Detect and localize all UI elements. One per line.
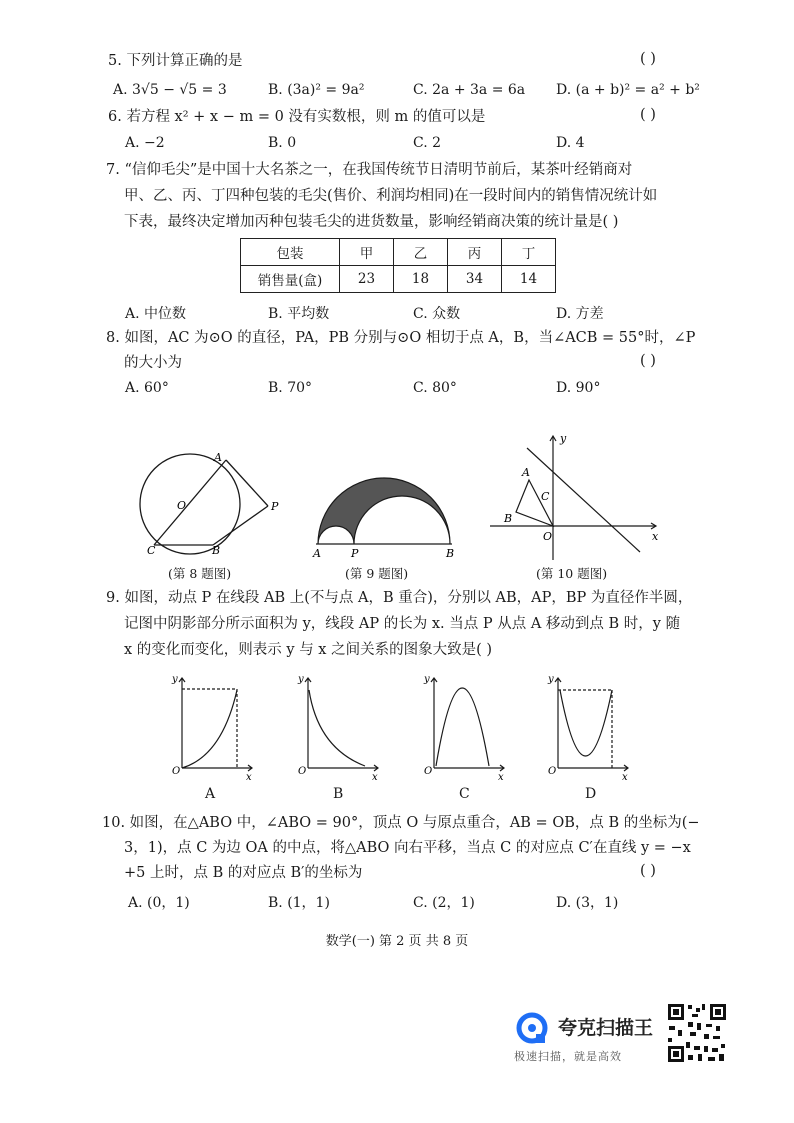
q10-answer-paren: ( ) xyxy=(640,863,656,879)
q8-answer-paren: ( ) xyxy=(640,353,656,369)
fig10-label-c: C xyxy=(541,490,550,503)
table-row xyxy=(241,266,556,293)
scanner-slogan: 极速扫描，就是高效 xyxy=(514,1050,622,1063)
graph-c-y-label: y xyxy=(424,674,430,685)
q6-option-c: C. 2 xyxy=(413,135,442,151)
fig9-label-a: A xyxy=(313,547,321,560)
graph-c xyxy=(431,678,504,771)
table-cell: 18 xyxy=(394,266,448,293)
q5-option-c: C. 2a + 3a = 6a xyxy=(413,82,526,98)
figures-row xyxy=(0,430,794,565)
fig8-caption: (第 8 题图) xyxy=(168,566,232,581)
fig9-label-p: P xyxy=(351,547,359,560)
fig8-label-b: B xyxy=(212,544,221,557)
graph-a-y-label: y xyxy=(172,674,178,685)
q5-stem: 5. 下列计算正确的是 xyxy=(108,53,243,69)
q6-option-a: A. −2 xyxy=(125,135,165,151)
fig10-caption: (第 10 题图) xyxy=(536,566,608,581)
q10-option-a: A. (0，1) xyxy=(128,895,190,911)
fig8-label-o: O xyxy=(177,499,187,512)
graph-b-label: B xyxy=(333,786,344,802)
q5-answer-paren: ( ) xyxy=(640,51,656,67)
tangent-pb xyxy=(213,506,268,545)
q10-stem-line-1: 10. 如图，在△ABO 中，∠ABO = 90°，顶点 O 与原点重合，AB = OB，点 B 的坐标为(− xyxy=(102,815,700,831)
q10-stem-line-2: 3，1)，点 C 为边 OA 的中点，将△ABO 向右平移，当点 C 的对应点 C′在直线 y = −x xyxy=(124,840,691,856)
q6-stem: 6. 若方程 x² + x − m = 0 没有实数根，则 m 的值可以是 xyxy=(108,109,486,125)
triangle-abo xyxy=(516,480,553,526)
graph-c-label: C xyxy=(459,786,470,802)
fig8-label-p: P xyxy=(271,500,279,513)
table-header-cell: 甲 xyxy=(340,239,394,266)
q5-option-b: B. (3a)² = 9a² xyxy=(268,82,365,98)
graph-d-y-label: y xyxy=(548,674,554,685)
graph-d-x-label: x xyxy=(622,772,628,783)
circle-o xyxy=(140,454,240,554)
graph-d xyxy=(555,678,628,771)
fig10-label-a: A xyxy=(522,466,530,479)
q8-option-c: C. 80° xyxy=(413,380,457,396)
table-header-cell: 丙 xyxy=(448,239,502,266)
q9-stem-line-2: 记图中阴影部分所示面积为 y，线段 AP 的长为 x. 当点 P 从点 A 移动到点 B 时，y 随 xyxy=(124,616,681,632)
q10-option-c: C. (2，1) xyxy=(413,895,475,911)
q7-stem-line-3: 下表，最终决定增加丙种包装毛尖的进货数量，影响经销商决策的统计量是( ) xyxy=(124,214,619,230)
q10-option-b: B. (1，1) xyxy=(268,895,330,911)
q7-stem-line-1: 7. “信仰毛尖”是中国十大名茶之一，在我国传统节日清明节前后，某茶叶经销商对 xyxy=(106,162,633,178)
table-header-cell: 丁 xyxy=(502,239,556,266)
tangent-pa xyxy=(226,460,268,506)
q8-option-d: D. 90° xyxy=(556,380,601,396)
table-row xyxy=(241,239,556,266)
q5-option-d: D. (a + b)² = a² + b² xyxy=(556,82,700,98)
fig9-caption: (第 9 题图) xyxy=(345,566,409,581)
diameter-ac xyxy=(154,460,226,545)
q8-stem-line-2: 的大小为 xyxy=(124,355,182,371)
q6-option-b: B. 0 xyxy=(268,135,297,151)
figure-10-coordinate xyxy=(490,436,656,560)
q7-stem-line-2: 甲、乙、丙、丁四种包装的毛尖(售价、利润均相同)在一段时间内的销售情况统计如 xyxy=(124,188,658,204)
graph-b xyxy=(305,678,378,771)
graph-c-origin: O xyxy=(424,766,433,777)
graph-b-origin: O xyxy=(298,766,307,777)
q7-option-a: A. 中位数 xyxy=(125,306,187,322)
table-cell: 23 xyxy=(340,266,394,293)
q7-option-b: B. 平均数 xyxy=(268,306,330,322)
q8-stem-line-1: 8. 如图，AC 为⊙O 的直径，PA，PB 分别与⊙O 相切于点 A，B，当∠ACB = 55°时，∠P xyxy=(106,330,696,346)
table-header-cell: 包装 xyxy=(241,239,340,266)
q8-option-b: B. 70° xyxy=(268,380,313,396)
q7-option-c: C. 众数 xyxy=(413,306,461,322)
q6-answer-paren: ( ) xyxy=(640,107,656,123)
q10-option-d: D. (3，1) xyxy=(556,895,619,911)
figure-9-arbelos xyxy=(316,478,452,544)
page-footer: 数学(一) 第 2 页 共 8 页 xyxy=(325,934,469,949)
fig9-label-b: B xyxy=(446,547,455,560)
scanner-logo-icon xyxy=(514,1010,550,1046)
graph-b-y-label: y xyxy=(298,674,304,685)
graph-a-label: A xyxy=(205,786,216,802)
q9-answer-graphs xyxy=(0,668,794,784)
fig8-label-c: C xyxy=(147,544,156,557)
qr-code-icon xyxy=(666,1002,728,1064)
graph-c-x-label: x xyxy=(498,772,504,783)
figure-8-circle-tangents xyxy=(140,454,268,554)
fig10-label-y: y xyxy=(560,432,567,445)
graph-a-origin: O xyxy=(172,766,181,777)
sales-table xyxy=(240,238,556,293)
q8-option-a: A. 60° xyxy=(125,380,169,396)
fig8-label-a: A xyxy=(214,451,222,464)
q9-stem-line-1: 9. 如图，动点 P 在线段 AB 上(不与点 A，B 重合)，分别以 AB，AP，BP 为直径作半圆， xyxy=(106,590,693,606)
q7-option-d: D. 方差 xyxy=(556,306,604,322)
q6-option-d: D. 4 xyxy=(556,135,585,151)
graph-d-origin: O xyxy=(548,766,557,777)
scanner-app-name: 夸克扫描王 xyxy=(558,1017,654,1039)
graph-d-label: D xyxy=(585,786,597,802)
graph-a xyxy=(179,678,252,771)
fig10-label-o: O xyxy=(543,530,553,543)
graph-b-x-label: x xyxy=(372,772,378,783)
fig10-label-x: x xyxy=(652,530,659,543)
table-header-cell: 乙 xyxy=(394,239,448,266)
fig10-label-b: B xyxy=(504,512,513,525)
table-cell: 销售量(盒) xyxy=(241,266,340,293)
q10-stem-line-3: +5 上时，点 B 的对应点 B′的坐标为 xyxy=(124,865,363,881)
table-cell: 14 xyxy=(502,266,556,293)
table-cell: 34 xyxy=(448,266,502,293)
q5-option-a: A. 3√5 − √5 = 3 xyxy=(113,82,227,98)
graph-a-x-label: x xyxy=(246,772,252,783)
q9-stem-line-3: x 的变化而变化，则表示 y 与 x 之间关系的图象大致是( ) xyxy=(124,642,493,658)
